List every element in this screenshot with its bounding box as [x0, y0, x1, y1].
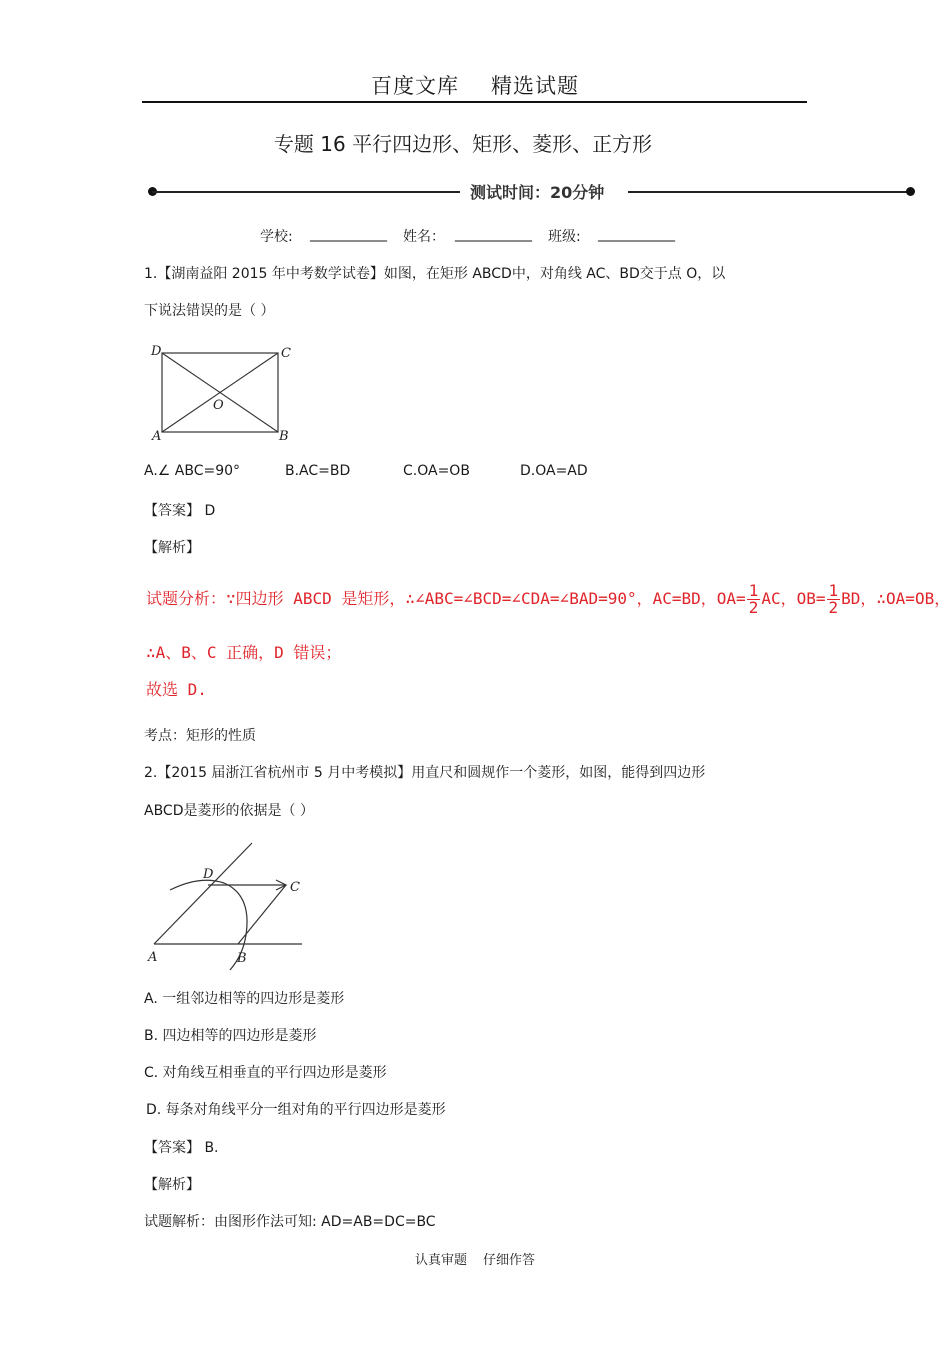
class-label: 班级: — [548, 229, 581, 245]
q2-rhombus-figure — [140, 835, 315, 975]
q1-stem-line2: 下说法错误的是（ ） — [144, 303, 275, 319]
q1-analysis-part3: BD，∴OA=OB， — [841, 589, 950, 608]
fraction-one-half-2: $\frac{1}{2}$ — [828, 581, 839, 617]
q2-stem-line2: ABCD是菱形的依据是（ ） — [144, 803, 314, 819]
q2-answer: 【答案】 B. — [144, 1140, 219, 1156]
name-blank[interactable]: ___________ — [455, 226, 532, 242]
q2-analysis: 试题解析：由图形作法可知: AD=AB=DC=BC — [144, 1214, 436, 1230]
school-blank[interactable]: ___________ — [310, 226, 387, 242]
footer — [0, 1249, 950, 1268]
q1-option-a: A.∠ ABC=90° — [144, 463, 241, 479]
q1-analysis-part2: AC，OB= — [761, 589, 826, 608]
header-divider — [142, 101, 807, 103]
label-d: D — [203, 867, 214, 882]
name-label: 姓名： — [403, 229, 445, 245]
q1-analysis-line2: ∴A、B、C 正确，D 错误； — [146, 643, 342, 662]
header-right: 精选试题 — [491, 74, 579, 98]
timebar-right-dot — [906, 187, 915, 196]
header-left: 百度文库 — [371, 74, 459, 98]
q1-answer: 【答案】 D — [144, 503, 216, 519]
label-d: D — [151, 344, 162, 359]
footer-left: 认真审题 — [414, 1253, 467, 1268]
test-time: 测试时间：20分钟 — [470, 183, 605, 202]
school-label: 学校: — [260, 229, 293, 245]
label-b: B — [279, 429, 289, 444]
q2-option-a: A. 一组邻边相等的四边形是菱形 — [144, 991, 345, 1007]
label-a: A — [152, 429, 162, 444]
q1-kaodian: 考点：矩形的性质 — [144, 728, 256, 744]
q1-stem-line1: 1.【湖南益阳 2015 年中考数学试卷】如图，在矩形 ABCD中，对角线 AC、BD交于点 O，以 — [144, 266, 726, 282]
label-o: O — [213, 398, 224, 413]
timebar-right-line — [628, 191, 910, 193]
q2-stem-line1: 2.【2015 届浙江省杭州市 5 月中考模拟】用直尺和圆规作一个菱形，如图，能得到四边形 — [144, 765, 706, 781]
class-blank[interactable]: ___________ — [598, 226, 675, 242]
q1-option-b: B.AC=BD — [285, 463, 351, 479]
q1-option-c: C.OA=OB — [403, 463, 470, 479]
label-c: C — [281, 346, 291, 361]
q1-rectangle-figure — [148, 342, 298, 446]
label-c: C — [290, 880, 300, 895]
label-a: A — [148, 950, 158, 965]
header-title — [0, 70, 950, 100]
fraction-one-half: $\frac{1}{2}$ — [748, 581, 759, 617]
q1-analysis-part1: 试题分析：∵四边形 ABCD 是矩形，∴∠ABC=∠BCD=∠CDA=∠BAD=90°，AC=BD，OA= — [146, 589, 746, 608]
q2-option-d: D. 每条对角线平分一组对角的平行四边形是菱形 — [146, 1102, 446, 1118]
segment-cb — [238, 885, 286, 944]
q1-option-d: D.OA=AD — [520, 463, 588, 479]
label-b: B — [237, 951, 247, 966]
q2-option-c: C. 对角线互相垂直的平行四边形是菱形 — [144, 1065, 387, 1081]
q2-analysis-label: 【解析】 — [144, 1177, 200, 1193]
q1-analysis-line1 — [146, 583, 950, 616]
q1-analysis-label: 【解析】 — [144, 540, 200, 556]
compass-arc — [170, 880, 247, 970]
q2-option-b: B. 四边相等的四边形是菱形 — [144, 1028, 317, 1044]
q1-analysis-line3: 故选 D. — [146, 680, 207, 699]
ray-ad — [154, 843, 252, 944]
doc-title: 专题 16 平行四边形、矩形、菱形、正方形 — [273, 132, 653, 156]
timebar-left-line — [152, 191, 460, 193]
footer-right: 仔细作答 — [483, 1253, 536, 1268]
